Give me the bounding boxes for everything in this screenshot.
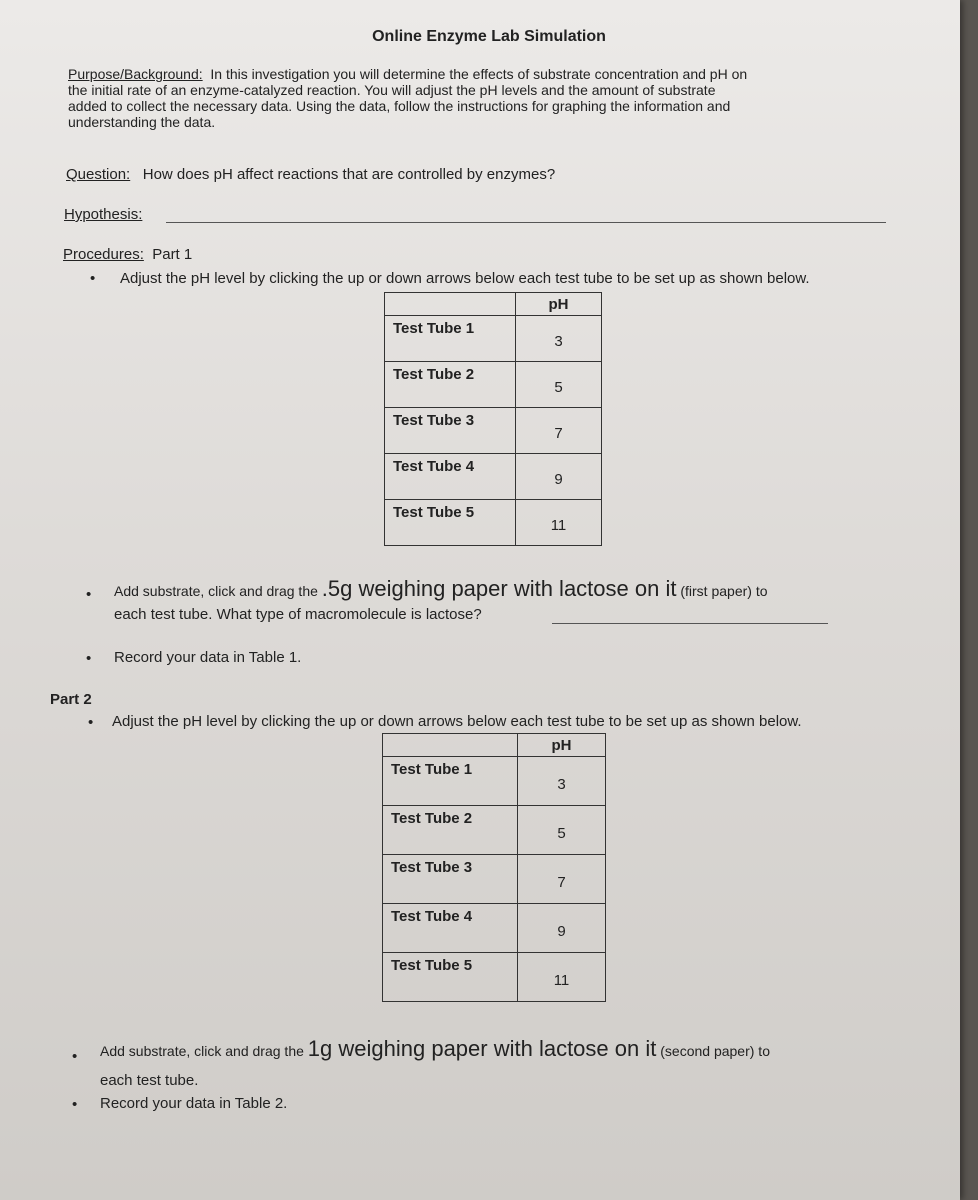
ph-header: pH [516,293,602,316]
ph-value: 9 [518,904,606,953]
bullet: • [72,1048,78,1065]
part2-record-instruction: Record your data in Table 2. [100,1095,288,1112]
bullet: • [72,1096,78,1113]
ph-value: 7 [516,408,602,454]
test-tube-label: Test Tube 5 [383,953,518,1002]
part1-substrate-emphasis: .5g weighing paper with lactose on it [321,576,677,601]
test-tube-label: Test Tube 1 [385,316,516,362]
test-tube-label: Test Tube 4 [385,454,516,500]
part1-substrate-text: Add substrate, click and drag the [114,583,322,599]
macromolecule-answer-line[interactable] [552,622,828,624]
part2-substrate-emphasis: 1g weighing paper with lactose on it [307,1036,657,1061]
hypothesis-label: Hypothesis: [64,206,143,223]
test-tube-label: Test Tube 3 [385,408,516,454]
question-label: Question: [66,166,131,183]
ph-value: 5 [516,362,602,408]
part1-substrate-instruction [114,576,914,602]
ph-value: 9 [516,454,602,500]
page-title: Online Enzyme Lab Simulation [372,28,606,45]
test-tube-label: Test Tube 2 [383,806,518,855]
part1-record-instruction: Record your data in Table 1. [114,649,302,666]
purpose-line-1: In this investigation you will determine the effects of substrate concentration and pH on [210,66,748,82]
part1-ph-table [384,292,602,546]
ph-header: pH [518,734,606,757]
ph-value: 5 [518,806,606,855]
part1-macromolecule-question: each test tube. What type of macromolecule is lactose? [114,606,482,623]
purpose-line-2: the initial rate of an enzyme-catalyzed reaction. You will adjust the pH levels and the amount of substrate [68,82,716,98]
part2-substrate-line2: each test tube. [100,1072,199,1089]
part2-heading: Part 2 [50,691,92,708]
bullet: • [88,714,94,731]
test-tube-label: Test Tube 4 [383,904,518,953]
purpose-line-3: added to collect the necessary data. Using the data, follow the instructions for graphing the information and [68,98,731,114]
ph-value: 11 [518,953,606,1002]
hypothesis-answer-line[interactable] [166,221,886,223]
procedures-heading [63,246,192,263]
question [66,166,555,183]
part2-adjust-instruction: Adjust the pH level by clicking the up or down arrows below each test tube to be set up as shown below. [112,713,802,730]
bullet: • [90,270,96,287]
purpose-paragraph [68,66,908,130]
ph-value: 3 [516,316,602,362]
purpose-line-4: understanding the data. [68,114,216,130]
test-tube-label: Test Tube 3 [383,855,518,904]
part2-substrate-paper: (second paper) to [656,1043,770,1059]
procedures-label: Procedures: [63,246,144,263]
procedures-part: Part 1 [152,246,193,263]
bullet: • [86,650,92,667]
part1-substrate-paper: (first paper) to [676,583,768,599]
purpose-label: Purpose/Background: [68,66,203,82]
part2-substrate-text: Add substrate, click and drag the [100,1043,308,1059]
ph-value: 3 [518,757,606,806]
test-tube-label: Test Tube 1 [383,757,518,806]
part2-ph-table [382,733,606,1002]
ph-value: 7 [518,855,606,904]
part1-adjust-instruction: Adjust the pH level by clicking the up or down arrows below each test tube to be set up as shown below. [120,270,810,287]
bullet: • [86,586,92,603]
test-tube-label: Test Tube 2 [385,362,516,408]
ph-value: 11 [516,500,602,546]
test-tube-label: Test Tube 5 [385,500,516,546]
question-text: How does pH affect reactions that are controlled by enzymes? [142,166,556,183]
part2-substrate-instruction [100,1036,950,1062]
